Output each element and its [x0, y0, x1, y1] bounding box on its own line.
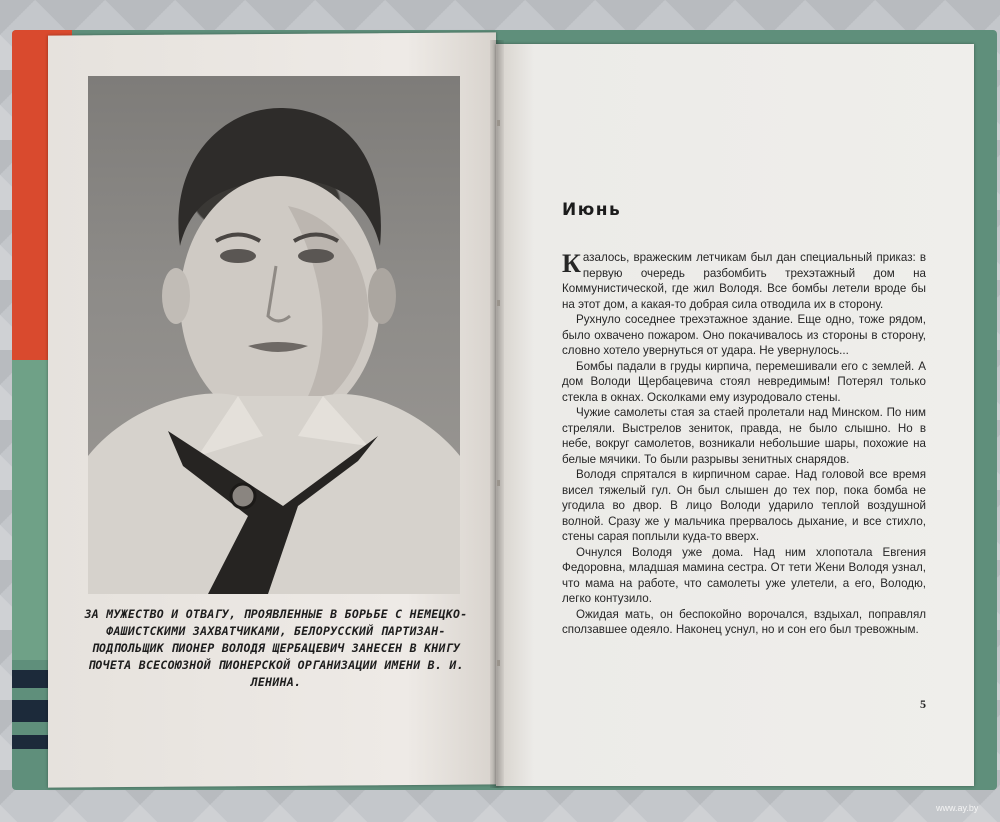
paragraph-6: Очнулся Володя уже дома. Над ним хлопотала Евгения Федоровна, младшая мамина сестра. От тети Жени Володя узнал, что мама на работе, что самолеты уже улетели, а его, Володю, легко контузило.	[562, 545, 926, 605]
binding-stitch	[497, 120, 500, 126]
portrait-photo	[88, 76, 460, 594]
site-watermark: www.ay.by	[936, 803, 979, 813]
chapter-body-text	[562, 250, 926, 638]
paragraph-7: Ожидая мать, он беспокойно ворочался, вздыхал, поправлял сползавшее одеяло. Наконец уснул, но и сон его был тревожным.	[562, 607, 926, 636]
paragraph-1-text: азалось, вражеским летчикам был дан специальный приказ: в первую очередь разбомбить трехэтажный дом на Коммунистической, где жил Володя. Все бомбы летели вроде бы на этот дом, а какая-то добрая сила отводила их в сторону.	[562, 251, 926, 311]
paragraph-2: Рухнуло соседнее трехэтажное здание. Еще одно, тоже рядом, было охвачено пожаром. Оно покачивалось из стороны в сторону, словно хотело увернуться от удара. Не увернулось...	[562, 313, 926, 357]
photo-caption: ЗА МУЖЕСТВО И ОТВАГУ, ПРОЯВЛЕННЫЕ В БОРЬБЕ С НЕМЕЦКО-ФАШИСТСКИМИ ЗАХВАТЧИКАМИ, БЕЛОРУССКИЙ ПАРТИЗАН-ПОДПОЛЬЩИК ПИОНЕР ВОЛОДЯ ЩЕРБАЦЕВИЧ ЗАНЕСЕН В КНИГУ ПОЧЕТА ВСЕСОЮЗНОЙ ПИОНЕРСКОЙ ОРГАНИЗАЦИИ ИМЕНИ В. И. ЛЕНИНА.	[84, 607, 468, 689]
drop-cap: К	[562, 249, 581, 278]
binding-stitch	[497, 480, 500, 486]
binding-stitch	[497, 660, 500, 666]
paragraph-1	[562, 250, 926, 312]
paragraph-5: Володя спрятался в кирпичном сарае. Над головой все время висел тяжелый гул. Он был слышен до тех пор, пока бомба не угодила во двор. В лицо Володи ударило теплой воздушной волной. Сразу же у мальчика прервалось дыхание, и все стихло, стены сарая поплыли куда-то вверх.	[562, 468, 926, 543]
portrait-figure	[88, 76, 460, 594]
chapter-title: Июнь	[562, 200, 622, 220]
book-gutter	[490, 40, 504, 788]
binding-stitch	[497, 300, 500, 306]
paragraph-4: Чужие самолеты стая за стаей пролетали над Минском. По ним стреляли. Выстрелов зениток, правда, не было слышно. Но в небе, вокруг самолетов, возникали небольшие шары, похожие на белые мячики. То были разрывы зенитных снарядов.	[562, 406, 926, 466]
paragraph-3: Бомбы падали в груды кирпича, перемешивали его с землей. А дом Володи Щербацевича стоял невредимым! Потерял только стекла в окнах. Осколками ему изуродовало стены.	[562, 359, 926, 404]
page-number: 5	[920, 697, 926, 711]
